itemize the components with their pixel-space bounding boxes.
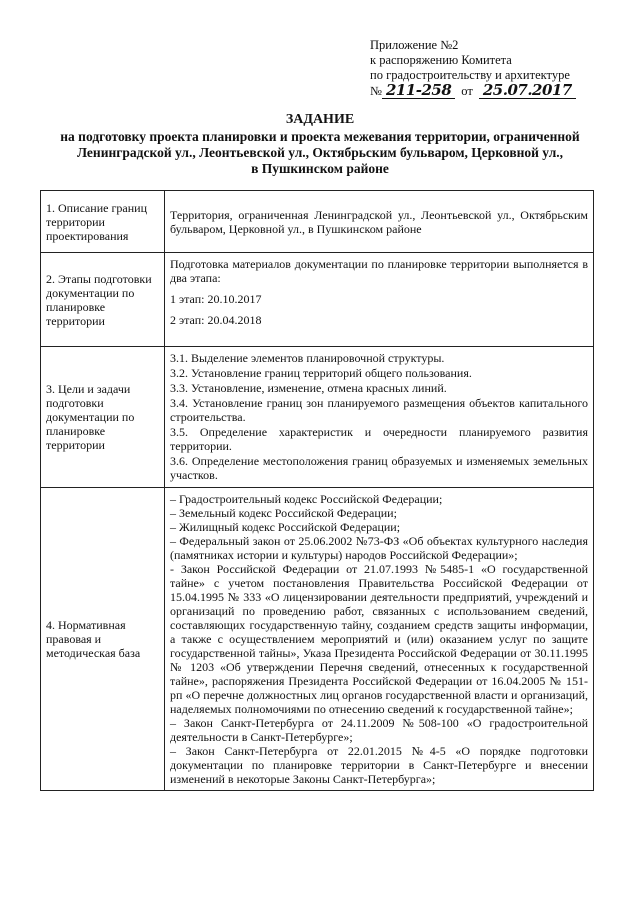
document-date: 25.07.2017 — [479, 83, 576, 99]
paragraph: Территория, ограниченная Ленинградской ул., Леонтьевской ул., Октябрьским бульваром, Церковной ул., в Пушкинском районе — [170, 207, 588, 236]
title-line-3: в Пушкинском районе — [251, 161, 389, 176]
appendix-committee: по градостроительству и архитектуре — [370, 68, 570, 82]
number-prefix: № — [370, 84, 382, 98]
task-table — [40, 190, 594, 791]
row-content — [165, 488, 594, 791]
stage-2: 2 этап: 20.04.2018 — [170, 313, 262, 327]
document-number: 211-258 — [382, 83, 455, 99]
list-item: 3.6. Определение местоположения границ образуемых и изменяемых земельных участков. — [170, 454, 588, 482]
appendix-order-ref: к распоряжению Комитета — [370, 53, 512, 67]
stage-1: 1 этап: 20.10.2017 — [170, 292, 262, 306]
row-label: 1. Описание границ территории проектирования — [41, 191, 165, 253]
row-content — [165, 191, 594, 253]
registration-line — [370, 83, 576, 99]
row-goals — [41, 347, 594, 488]
title-heading: ЗАДАНИЕ — [285, 112, 355, 127]
row-content — [165, 253, 594, 347]
list-item: - Закон Российской Федерации от 21.07.1993 №5485-1 «О государственной тайне» с учетом постановления Правительства Российской Федерации от 15.04.1995 № 333 «О лицензировании деятельности предприятий, учреждений и организаций по проведению работ, связанных с использованием сведений, составляющих государственную тайну, созданием средств защиты информации, а также с осуществлением мероприятий и (или) оказанием услуг по защите государственной тайны», Указа Президента Российской Федерации от 30.11.1995 № 1203 «Об утверждении Перечня сведений, отнесенных к государственной тайне», распоряжения Президента Российской Федерации от 16.04.2005 № 151-рп «О перечне должностных лиц органов государственной власти и организаций, наделяемых полномочиями по отнесению сведений к государственной тайне»; — [170, 562, 588, 716]
date-prefix: от — [461, 84, 473, 98]
list-item: – Федеральный закон от 25.06.2002 №73-ФЗ «Об объектах культурного наследия (памятниках истории и культуры) народов Российской Федерации»; — [170, 534, 588, 562]
list-item: – Жилищный кодекс Российской Федерации; — [170, 520, 401, 534]
paragraph: Подготовка материалов документации по планировке территории выполняется в два этапа: — [170, 257, 588, 285]
row-label: 2. Этапы подготовки документации по планировке территории — [41, 253, 165, 347]
list-item: – Закон Санкт-Петербурга от 24.11.2009 №508-100 «О градостроительной деятельности в Санкт-Петербурге»; — [170, 716, 588, 744]
document-title — [40, 112, 600, 177]
row-label: 3. Цели и задачи подготовки документации по планировке территории — [41, 347, 165, 488]
appendix-block — [370, 38, 576, 99]
list-item: 3.1. Выделение элементов планировочной структуры. — [170, 351, 445, 365]
title-line-2: Ленинградской ул., Леонтьевской ул., Октябрьским бульваром, Церковной ул., — [76, 145, 564, 160]
row-stages — [41, 253, 594, 347]
list-item: – Земельный кодекс Российской Федерации; — [170, 506, 397, 520]
row-legal-base — [41, 488, 594, 791]
row-label: 4. Нормативная правовая и методическая база — [41, 488, 165, 791]
list-item: 3.5. Определение характеристик и очередности планируемого развития территории. — [170, 425, 588, 453]
list-item: 3.2. Установление границ территорий общего пользования. — [170, 366, 472, 380]
appendix-title: Приложение №2 — [370, 38, 459, 52]
list-item: 3.3. Установление, изменение, отмена красных линий. — [170, 381, 447, 395]
row-content — [165, 347, 594, 488]
row-boundaries — [41, 191, 594, 253]
list-item: – Градостроительный кодекс Российской Федерации; — [170, 492, 443, 506]
list-item: – Закон Санкт-Петербурга от 22.01.2015 №4-5 «О порядке подготовки документации по планировке территории в Санкт-Петербурге и внесении изменений в некоторые Законы Санкт-Петербурга»; — [170, 744, 588, 786]
title-line-1: на подготовку проекта планировки и проекта межевания территории, ограниченной — [60, 129, 580, 144]
list-item: 3.4. Установление границ зон планируемого размещения объектов капитального строительства. — [170, 396, 588, 424]
